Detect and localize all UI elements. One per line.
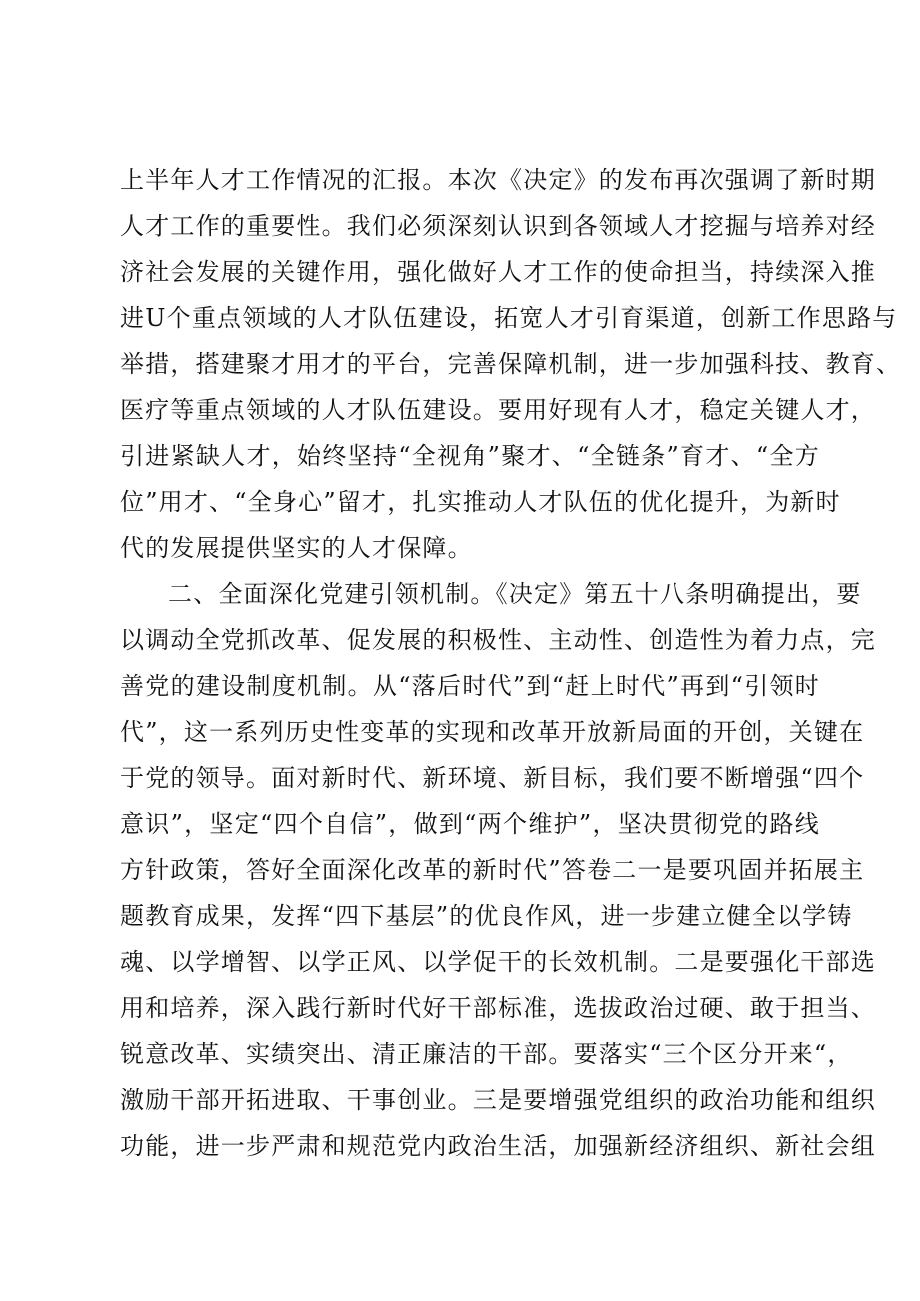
text-line: 举措，搭建聚才用才的平台，完善保障机制，进一步加强科技、教育、 xyxy=(120,350,902,378)
text-line: 医疗等重点领域的人才队伍建设。要用好现有人才，稳定关键人才， xyxy=(120,396,876,424)
text-line: 善党的建设制度机制。从“落后时代”到“赶上时代”再到“引领时 xyxy=(120,672,820,700)
text-line: 题教育成果，发挥“四下基层”的优良作风，进一步建立健全以学铸 xyxy=(120,902,853,930)
paragraph-heading-line: 二、全面深化党建引领机制。《决定》第五十八条明确提出，要 xyxy=(168,580,862,608)
text-line: 以调动全党抓改革、促发展的积极性、主动性、创造性为着力点，完 xyxy=(120,626,876,654)
text-line: 方针政策，答好全面深化改革的新时代”答卷二一是要巩固并拓展主 xyxy=(120,856,865,884)
text-line: 人才工作的重要性。我们必须深刻认识到各领域人才挖掘与培养对经 xyxy=(120,212,876,240)
document-body xyxy=(120,157,902,1169)
text-line: 锐意改革、实绩突出、清正廉洁的干部。要落实“三个区分开来“， xyxy=(120,1040,853,1068)
text-line: 功能，进一步严肃和规范党内政治生活，加强新经济组织、新社会组 xyxy=(120,1132,876,1160)
text-line: 激励干部开拓进取、干事创业。三是要增强党组织的政治功能和组织 xyxy=(120,1086,876,1114)
text-line: 于党的领导。面对新时代、新环境、新目标，我们要不断增强“四个 xyxy=(120,764,865,792)
text-line: 进U个重点领域的人才队伍建设，拓宽人才引育渠道，创新工作思路与 xyxy=(120,304,898,332)
paragraph-end-line: 代的发展提供坚实的人才保障。 xyxy=(120,534,473,562)
text-line: 意识”，坚定“四个自信”，做到“两个维护”，坚决贯彻党的路线 xyxy=(120,810,820,838)
text-line: 引进紧缺人才，始终坚持“全视角”聚才、“全链条”育才、“全方 xyxy=(120,442,820,470)
text-line: 魂、以学增智、以学正风、以学促干的长效机制。二是要强化干部选 xyxy=(120,948,876,976)
text-line: 用和培养，深入践行新时代好干部标准，选拔政治过硬、敢于担当、 xyxy=(120,994,876,1022)
text-line: 位”用才、“全身心”留才，扎实推动人才队伍的优化提升，为新时 xyxy=(120,488,841,516)
text-line: 济社会发展的关键作用，强化做好人才工作的使命担当，持续深入推 xyxy=(120,258,876,286)
text-line: 上半年人才工作情况的汇报。本次《决定》的发布再次强调了新时期 xyxy=(120,166,876,194)
text-line: 代”，这一系列历史性变革的实现和改革开放新局面的开创，关键在 xyxy=(120,718,865,746)
